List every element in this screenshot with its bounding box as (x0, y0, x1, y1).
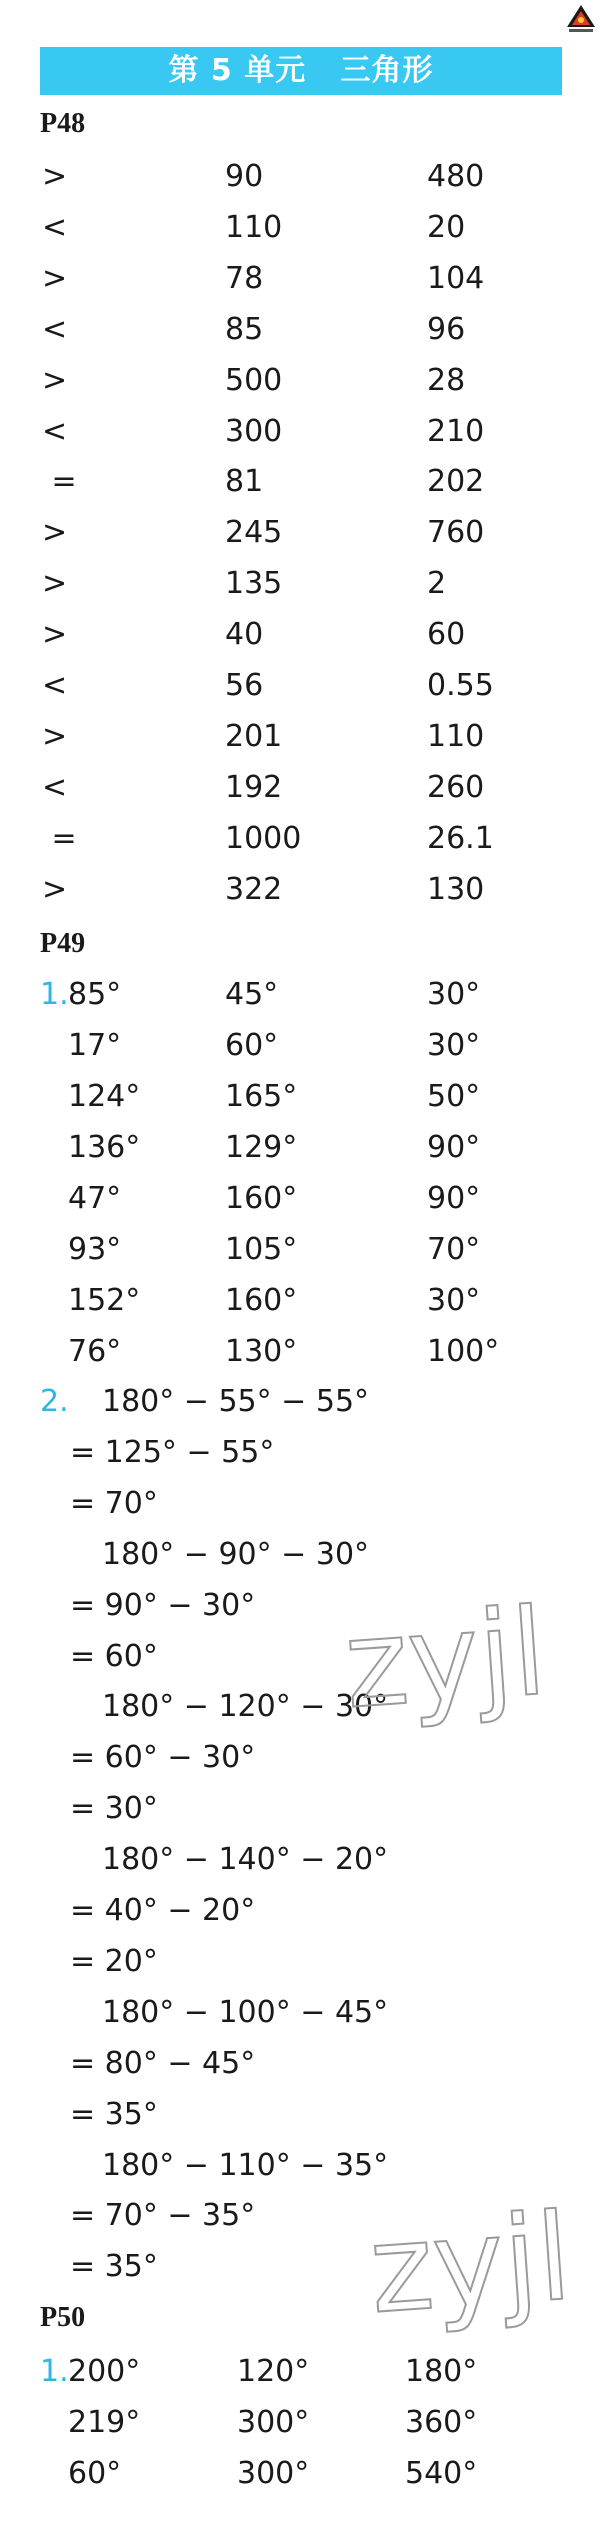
publisher-logo-icon (564, 2, 598, 36)
calculation-line (0, 2247, 602, 2287)
section-label-p48: P48 (40, 108, 86, 139)
angle-value: 160° (225, 1283, 298, 1318)
calculation-text: = 70° (70, 1485, 158, 1521)
calculation-line (0, 1942, 602, 1982)
comparison-symbol: > (42, 515, 68, 551)
answer-row (0, 513, 602, 553)
calculation-line (0, 1687, 602, 1727)
calculation-line (0, 1891, 602, 1931)
calculation-line (0, 1738, 602, 1778)
answer-value: 322 (225, 871, 283, 907)
angle-value: 76° (68, 1334, 122, 1369)
answer-row (0, 361, 602, 401)
answer-value: 60 (427, 617, 466, 653)
angle-value: 360° (405, 2405, 478, 2440)
angle-value: 152° (68, 1283, 141, 1318)
angle-value: 105° (225, 1232, 298, 1267)
angle-value: 120° (237, 2354, 310, 2389)
calculation-line (0, 1586, 602, 1626)
angle-value: 100° (427, 1334, 500, 1369)
calculation-text: 180° − 55° − 55° (102, 1384, 370, 1419)
answer-row (0, 1179, 602, 1219)
calculation-text: 180° − 90° − 30° (102, 1536, 370, 1572)
angle-value: 540° (405, 2456, 478, 2491)
answer-value: 56 (225, 668, 264, 703)
answer-value: 201 (225, 718, 283, 754)
answer-row (0, 1077, 602, 1117)
answer-row (0, 462, 602, 502)
comparison-symbol: < (42, 209, 68, 245)
answer-value: 1000 (225, 820, 302, 856)
answer-row (0, 2403, 602, 2443)
answer-value: 104 (427, 260, 485, 296)
answer-row (0, 1281, 602, 1321)
calculation-line (0, 2146, 602, 2186)
watermark-text: zyjl (365, 2188, 576, 2341)
angle-value: 160° (225, 1181, 298, 1216)
answer-value: 81 (225, 464, 264, 500)
answer-value: 210 (427, 413, 485, 449)
calculation-line (0, 1484, 602, 1524)
calculation-text: = 70° − 35° (70, 2198, 256, 2234)
answer-row (0, 157, 602, 197)
watermark-text: zyjl (340, 1583, 551, 1736)
calculation-line (0, 1840, 602, 1880)
angle-value: 93° (68, 1232, 122, 1267)
answer-value: 2 (427, 566, 447, 602)
angle-value: 129° (225, 1130, 298, 1165)
calculation-text: = 60° − 30° (70, 1740, 256, 1776)
angle-value: 47° (68, 1181, 122, 1216)
answer-value: 90 (225, 159, 264, 194)
angle-value: 300° (237, 2405, 310, 2440)
angle-value: 45° (225, 977, 279, 1012)
calculation-text: = 40° − 20° (70, 1893, 256, 1928)
calculation-text: = 80° − 45° (70, 2045, 256, 2081)
comparison-symbol: > (42, 617, 68, 653)
angle-value: 50° (427, 1079, 481, 1114)
comparison-symbol: < (42, 413, 68, 449)
comparison-symbol: = (42, 464, 77, 500)
answer-row (0, 412, 602, 452)
calculation-line (0, 1535, 602, 1575)
angle-value: 219° (68, 2405, 141, 2440)
calculation-text: = 35° (70, 2096, 158, 2132)
calculation-text: = 60° (70, 1638, 158, 1674)
calculation-text: = 90° − 30° (70, 1587, 256, 1623)
angle-value: 136° (68, 1130, 141, 1165)
answer-value: 245 (225, 515, 283, 551)
angle-value: 17° (68, 1028, 122, 1063)
calculation-line (0, 1789, 602, 1829)
answer-value: 26.1 (427, 820, 494, 856)
angle-value: 130° (225, 1334, 298, 1369)
answer-value: 96 (427, 311, 466, 347)
answer-row (0, 208, 602, 248)
calculation-line (0, 2095, 602, 2135)
answer-value: 300 (225, 413, 283, 449)
angle-value: 60° (68, 2456, 122, 2491)
answer-value: 260 (427, 769, 485, 805)
answer-value: 135 (225, 566, 283, 602)
answer-row (0, 1230, 602, 1270)
angle-value: 60° (225, 1028, 279, 1063)
question-number: 1. (40, 977, 69, 1012)
section-label-p50: P50 (40, 2302, 86, 2333)
calculation-text: 180° − 100° − 45° (102, 1994, 389, 2030)
angle-value: 200° (68, 2354, 141, 2389)
calculation-text: 180° − 140° − 20° (102, 1842, 389, 1878)
answer-value: 78 (225, 260, 264, 296)
answer-row (0, 2454, 602, 2494)
angle-value: 300° (237, 2456, 310, 2491)
answer-value: 0.55 (427, 668, 494, 703)
question-number: 1. (40, 2354, 69, 2389)
answer-value: 40 (225, 617, 264, 653)
answer-value: 480 (427, 159, 485, 194)
answer-row (0, 615, 602, 655)
calculation-text: = 35° (70, 2249, 158, 2285)
answer-value: 110 (427, 718, 485, 754)
answer-value: 28 (427, 362, 466, 398)
comparison-symbol: < (42, 769, 68, 805)
calculation-text: = 30° (70, 1791, 158, 1827)
angle-value: 124° (68, 1079, 141, 1114)
answer-value: 110 (225, 209, 283, 245)
comparison-symbol: > (42, 871, 68, 907)
calculation-text: 180° − 120° − 30° (102, 1689, 389, 1725)
answer-value: 130 (427, 871, 485, 907)
answer-row (0, 870, 602, 910)
comparison-symbol: > (42, 566, 68, 602)
angle-value: 165° (225, 1079, 298, 1114)
calculation-text: = 20° (70, 1943, 158, 1979)
unit-title-banner: 第 5 单元 三角形 (40, 47, 562, 95)
answer-value: 85 (225, 311, 264, 347)
answer-row (0, 975, 602, 1015)
comparison-symbol: > (42, 159, 68, 194)
answer-value: 20 (427, 209, 466, 245)
answer-row (0, 259, 602, 299)
question-number: 2. (40, 1384, 69, 1419)
answer-row (0, 1026, 602, 1066)
angle-value: 30° (427, 1028, 481, 1063)
angle-value: 85° (68, 977, 122, 1012)
section-label-p49: P49 (40, 928, 86, 959)
calculation-line (0, 1382, 602, 1422)
answer-value: 760 (427, 515, 485, 551)
comparison-symbol: > (42, 718, 68, 754)
angle-value: 90° (427, 1181, 481, 1216)
calculation-line (0, 2044, 602, 2084)
answer-row (0, 819, 602, 859)
answer-row (0, 666, 602, 706)
answer-row (0, 768, 602, 808)
answer-row (0, 1128, 602, 1168)
answer-row (0, 2352, 602, 2392)
calculation-line (0, 1637, 602, 1677)
answer-value: 202 (427, 464, 485, 500)
angle-value: 30° (427, 977, 481, 1012)
answer-value: 192 (225, 769, 283, 805)
angle-value: 180° (405, 2354, 478, 2389)
answer-row (0, 310, 602, 350)
answer-row (0, 564, 602, 604)
answer-row (0, 717, 602, 757)
comparison-symbol: > (42, 260, 68, 296)
answer-row (0, 1332, 602, 1372)
calculation-text: = 125° − 55° (70, 1434, 275, 1470)
calculation-text: 180° − 110° − 35° (102, 2147, 389, 2183)
angle-value: 30° (427, 1283, 481, 1318)
angle-value: 90° (427, 1130, 481, 1165)
comparison-symbol: > (42, 362, 68, 398)
calculation-line (0, 2196, 602, 2236)
answer-value: 500 (225, 362, 283, 398)
comparison-symbol: < (42, 668, 68, 703)
calculation-line (0, 1993, 602, 2033)
calculation-line (0, 1433, 602, 1473)
comparison-symbol: < (42, 311, 68, 347)
comparison-symbol: = (42, 820, 77, 856)
angle-value: 70° (427, 1232, 481, 1267)
